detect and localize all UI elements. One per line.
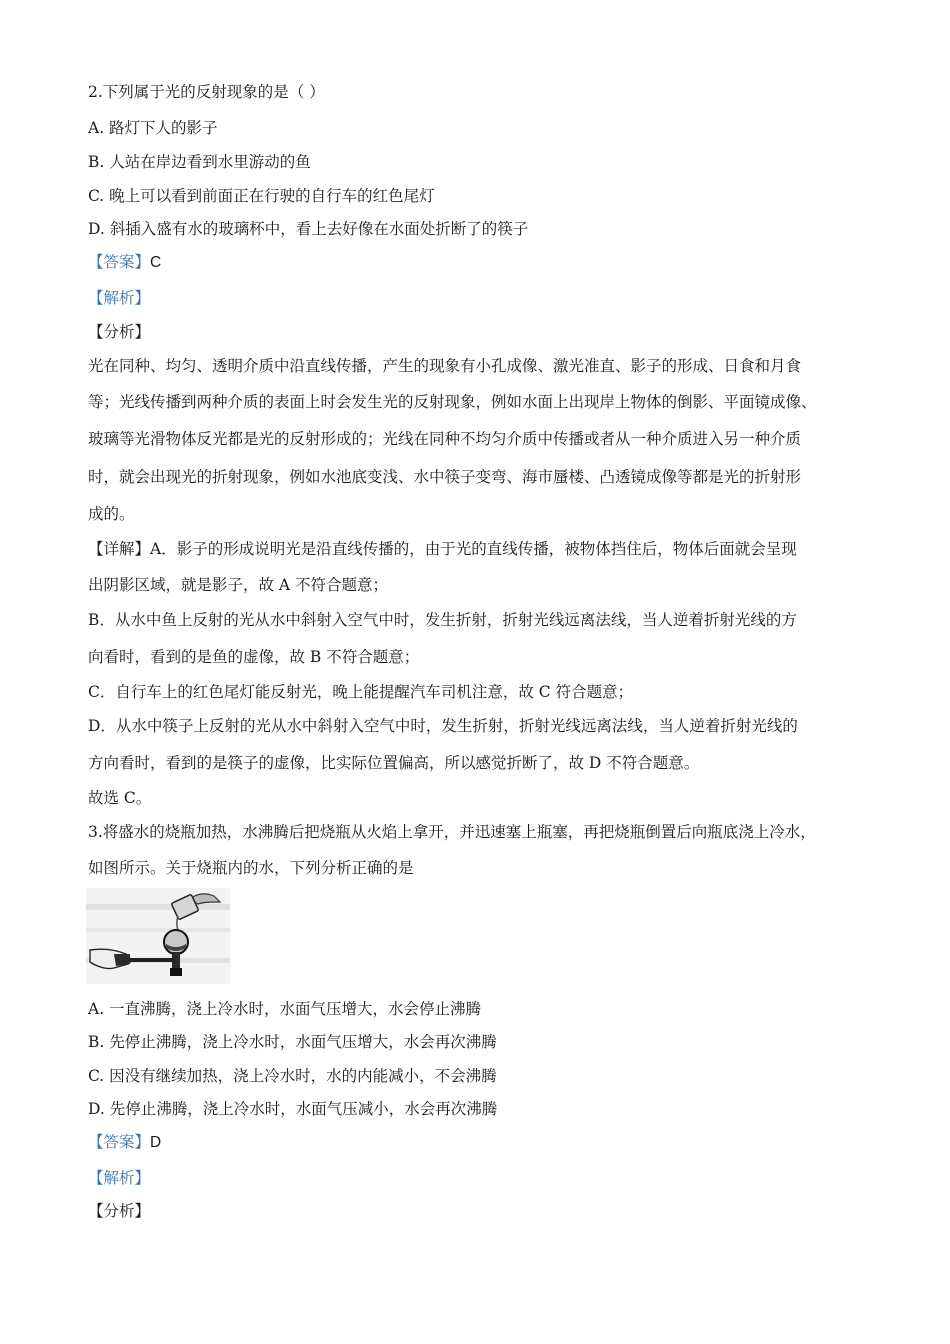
question-3-option-c: C. 因没有继续加热，浇上冷水时，水的内能减小，不会沸腾 (88, 1067, 497, 1085)
xiangjie-line: 故选 C。 (88, 789, 152, 807)
fenxi-line: 光在同种、均匀、透明介质中沿直线传播，产生的现象有小孔成像、激光准直、影子的形成、日食和月食 (88, 357, 802, 375)
question-2-answer (88, 250, 161, 272)
question-2-option-d: D. 斜插入盛有水的玻璃杯中，看上去好像在水面处折断了的筷子 (88, 220, 529, 238)
fenxi-line: 成的。 (88, 505, 135, 523)
fenxi-line: 等；光线传播到两种介质的表面上时会发生光的反射现象，例如水面上出现岸上物体的倒影、平面镜成像、 (88, 393, 817, 411)
question-3-stem: 如图所示。关于烧瓶内的水，下列分析正确的是 (88, 859, 414, 877)
xiangjie-line: 方向看时，看到的是筷子的虚像，比实际位置偏高，所以感觉折断了，故 D 不符合题意。 (88, 754, 700, 772)
answer-value: D (150, 1134, 162, 1151)
answer-label: 【答案】 (88, 1133, 151, 1151)
question-3-option-d: D. 先停止沸腾，浇上冷水时，水面气压减小，水会再次沸腾 (88, 1100, 498, 1118)
xiangjie-line: C．自行车上的红色尾灯能反射光，晚上能提醒汽车司机注意，故 C 符合题意； (88, 683, 634, 701)
xiangjie-line: 出阴影区域，就是影子，故 A 不符合题意； (88, 576, 389, 594)
question-2-option-a: A. 路灯下人的影子 (88, 119, 218, 137)
question-2-option-b: B. 人站在岸边看到水里游动的鱼 (88, 153, 311, 171)
question-3-stem: 3.将盛水的烧瓶加热，水沸腾后把烧瓶从火焰上拿开，并迅速塞上瓶塞，再把烧瓶倒置后向瓶底浇上冷水， (88, 823, 816, 841)
xiangjie-line: D．从水中筷子上反射的光从水中斜射入空气中时，发生折射，折射光线远离法线，当人逆着折射光线的 (88, 717, 798, 735)
question-3-option-a: A. 一直沸腾，浇上冷水时，水面气压增大，水会停止沸腾 (88, 1000, 482, 1018)
question-2-option-c: C. 晚上可以看到前面正在行驶的自行车的红色尾灯 (88, 187, 435, 205)
xiangjie-line: 【详解】A．影子的形成说明光是沿直线传播的，由于光的直线传播，被物体挡住后，物体后面就会呈现 (88, 540, 797, 558)
flask-pouring-water-figure (86, 888, 230, 984)
xiangjie-line: 向看时，看到的是鱼的虚像，故 B 不符合题意； (88, 648, 420, 666)
xiangjie-line: B．从水中鱼上反射的光从水中斜射入空气中时，发生折射，折射光线远离法线，当人逆着折射光线的方 (88, 611, 797, 629)
question-2-stem: 2.下列属于光的反射现象的是（ ） (88, 83, 325, 101)
question-2-jiexi-label: 【解析】 (88, 289, 151, 307)
question-3-jiexi-label: 【解析】 (88, 1169, 151, 1187)
question-3-answer (88, 1130, 161, 1152)
answer-label: 【答案】 (88, 253, 151, 271)
question-3-option-b: B. 先停止沸腾，浇上冷水时，水面气压增大，水会再次沸腾 (88, 1033, 497, 1051)
answer-value: C (150, 254, 162, 271)
fenxi-line: 时，就会出现光的折射现象，例如水池底变浅、水中筷子变弯、海市蜃楼、凸透镜成像等都是光的折射形 (88, 468, 802, 486)
fenxi-line: 玻璃等光滑物体反光都是光的反射形成的；光线在同种不均匀介质中传播或者从一种介质进入另一种介质 (88, 430, 802, 448)
question-3-fenxi-label: 【分析】 (88, 1202, 151, 1220)
question-2-fenxi-label: 【分析】 (88, 323, 151, 341)
